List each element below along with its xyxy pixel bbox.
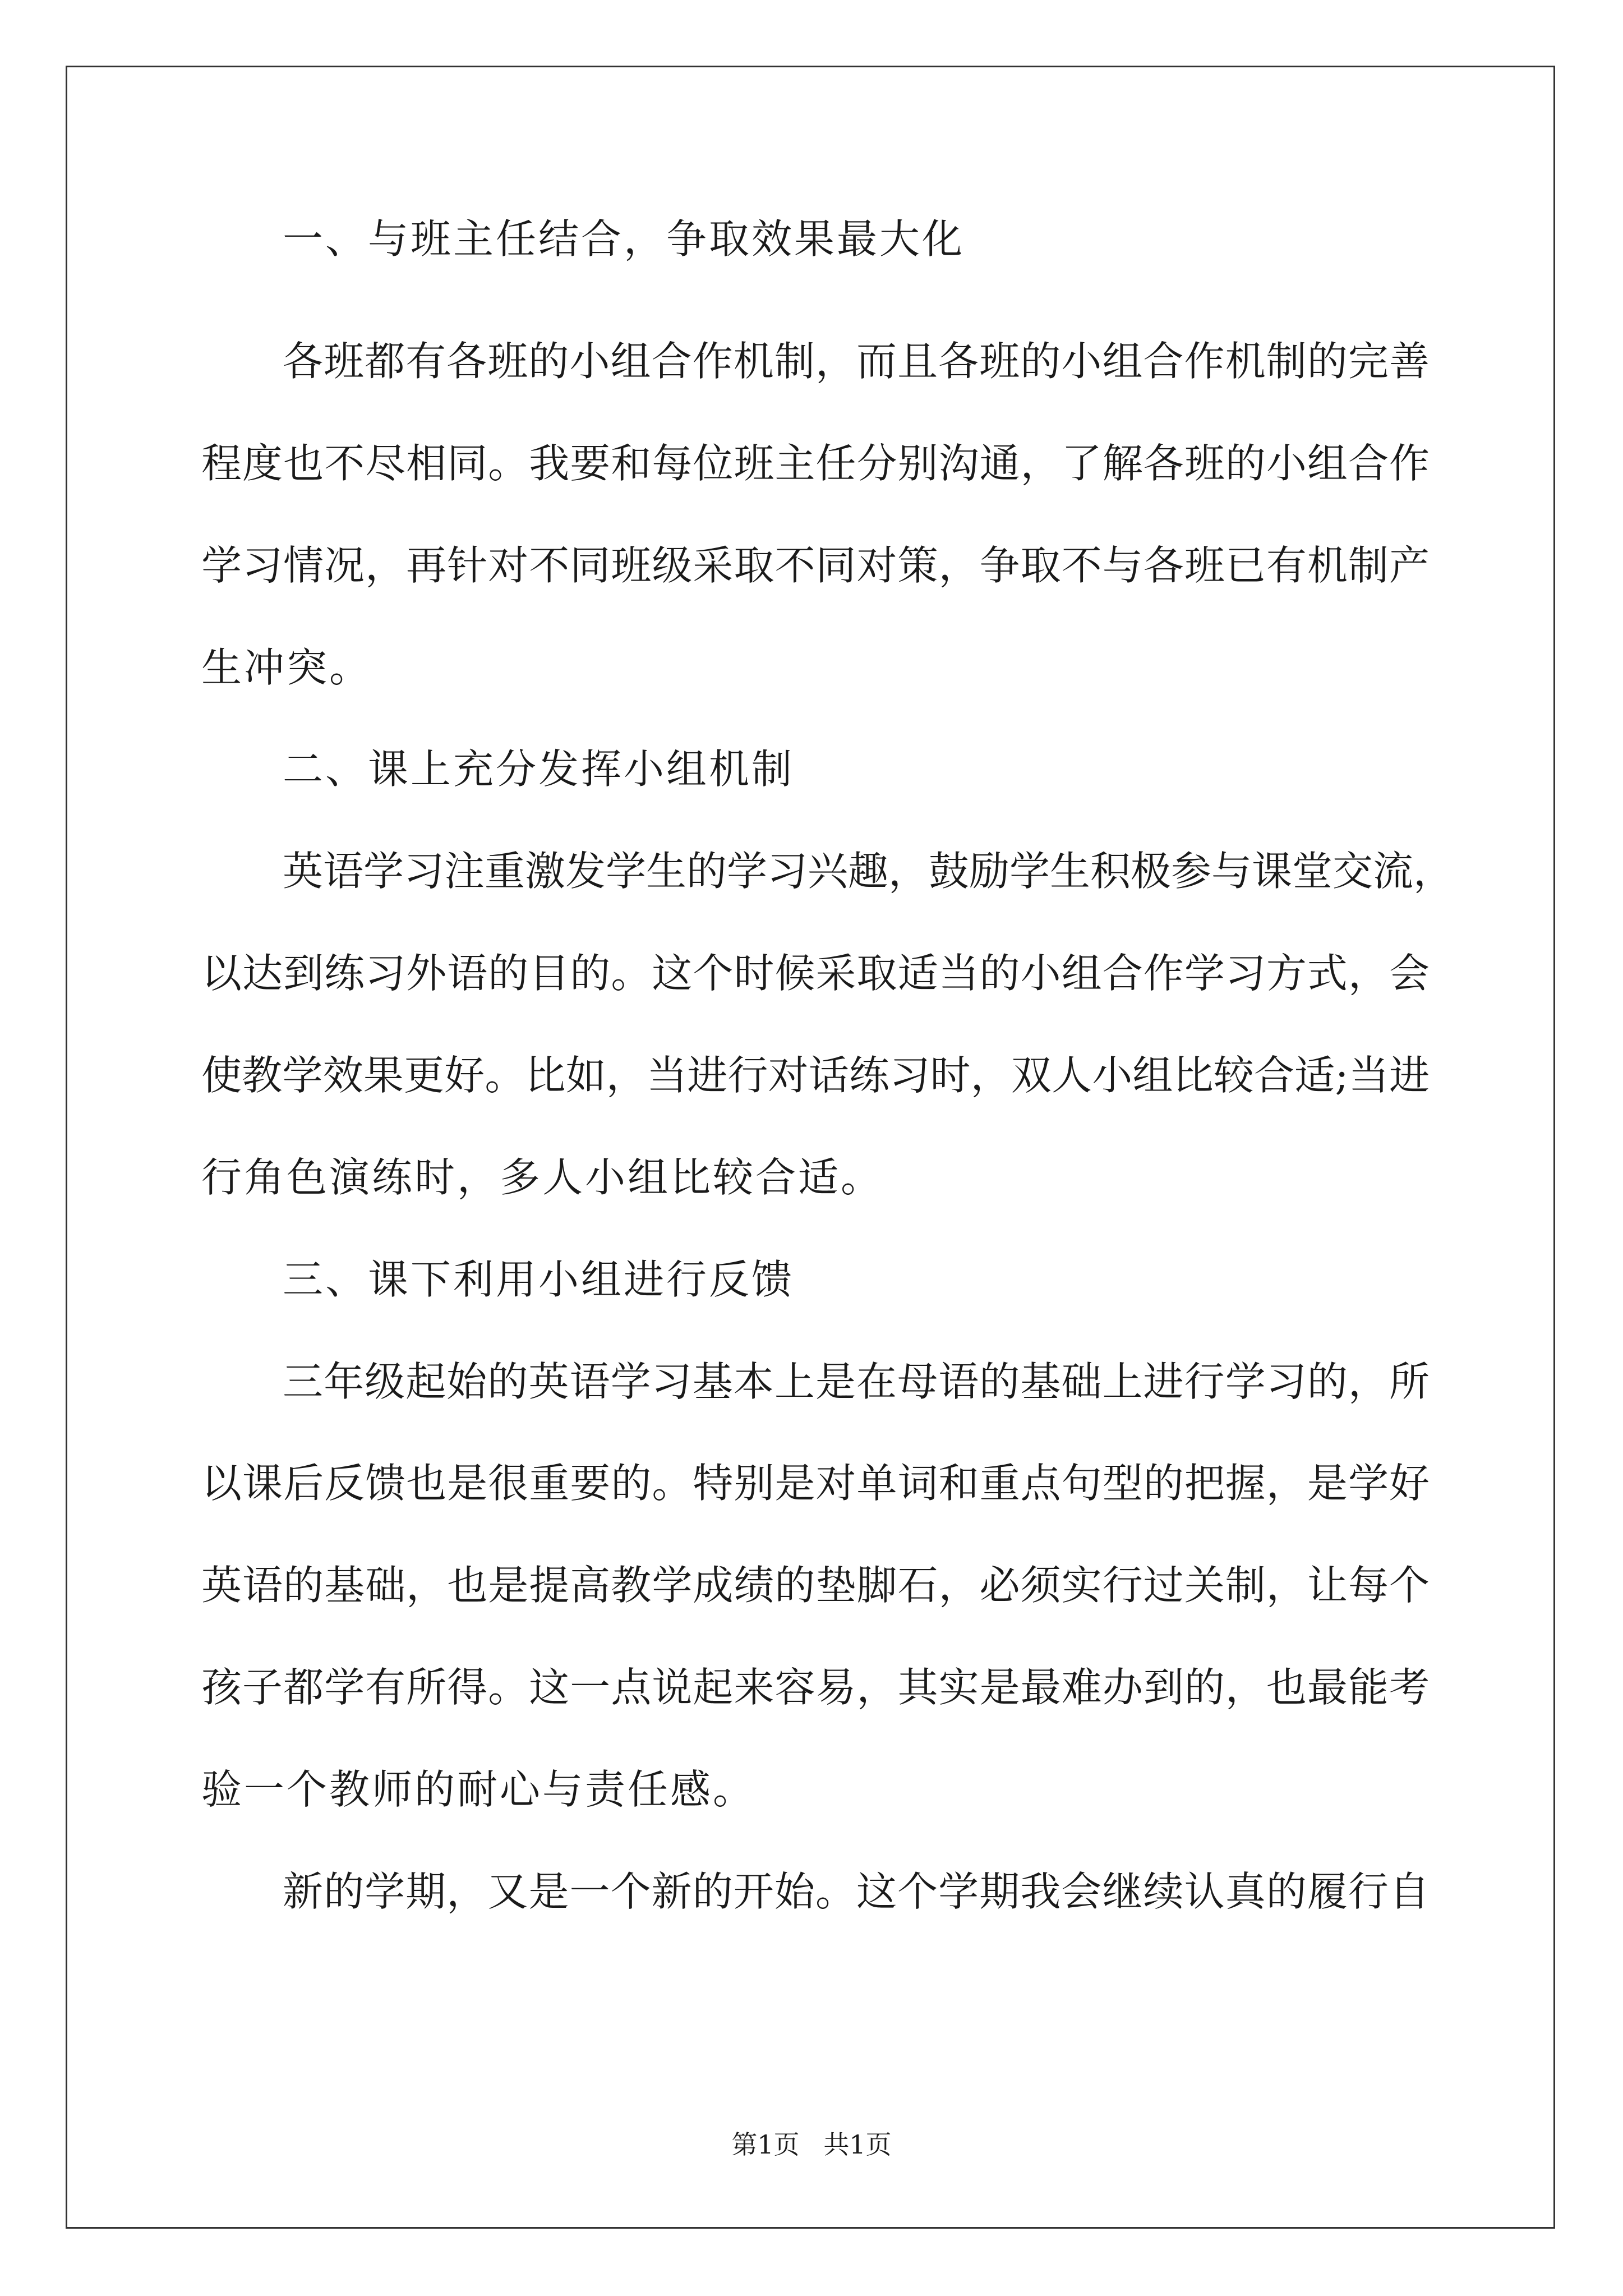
paragraph-line: 英语学习注重激发学生的学习兴趣，鼓励学生积极参与课堂交流， bbox=[283, 848, 1454, 895]
paragraph-line: 以课后反馈也是很重要的。特别是对单词和重点句型的把握，是学好 bbox=[201, 1460, 1430, 1507]
page-number-total: 共1页 bbox=[823, 2129, 892, 2160]
paragraph-line: 新的学期，又是一个新的开始。这个学期我会继续认真的履行自 bbox=[283, 1868, 1430, 1915]
section-heading-2: 二、课上充分发挥小组机制 bbox=[283, 746, 795, 793]
paragraph-line: 英语的基础，也是提高教学成绩的垫脚石，必须实行过关制，让每个 bbox=[201, 1562, 1430, 1609]
paragraph-line: 程度也不尽相同。我要和每位班主任分别沟通，了解各班的小组合作 bbox=[201, 440, 1430, 487]
section-heading-3: 三、课下利用小组进行反馈 bbox=[283, 1256, 795, 1303]
paragraph-line: 生冲突。 bbox=[201, 644, 372, 691]
paragraph-line: 各班都有各班的小组合作机制，而且各班的小组合作机制的完善 bbox=[283, 338, 1430, 385]
page-number-current: 第1页 bbox=[731, 2129, 800, 2160]
paragraph-line: 使教学效果更好。比如，当进行对话练习时，双人小组比较合适;当进 bbox=[201, 1052, 1430, 1099]
paragraph-line: 以达到练习外语的目的。这个时候采取适当的小组合作学习方式，会 bbox=[201, 950, 1430, 997]
paragraph-line: 验一个教师的耐心与责任感。 bbox=[201, 1766, 756, 1813]
paragraph-line: 三年级起始的英语学习基本上是在母语的基础上进行学习的，所 bbox=[283, 1358, 1430, 1405]
paragraph-line: 行角色演练时，多人小组比较合适。 bbox=[201, 1154, 884, 1201]
paragraph-line: 学习情况，再针对不同班级采取不同对策，争取不与各班已有机制产 bbox=[201, 542, 1430, 589]
paragraph-line: 孩子都学有所得。这一点说起来容易，其实是最难办到的，也最能考 bbox=[201, 1664, 1430, 1711]
page-footer bbox=[0, 2129, 1623, 2160]
section-heading-1: 一、与班主任结合，争取效果最大化 bbox=[283, 215, 965, 263]
